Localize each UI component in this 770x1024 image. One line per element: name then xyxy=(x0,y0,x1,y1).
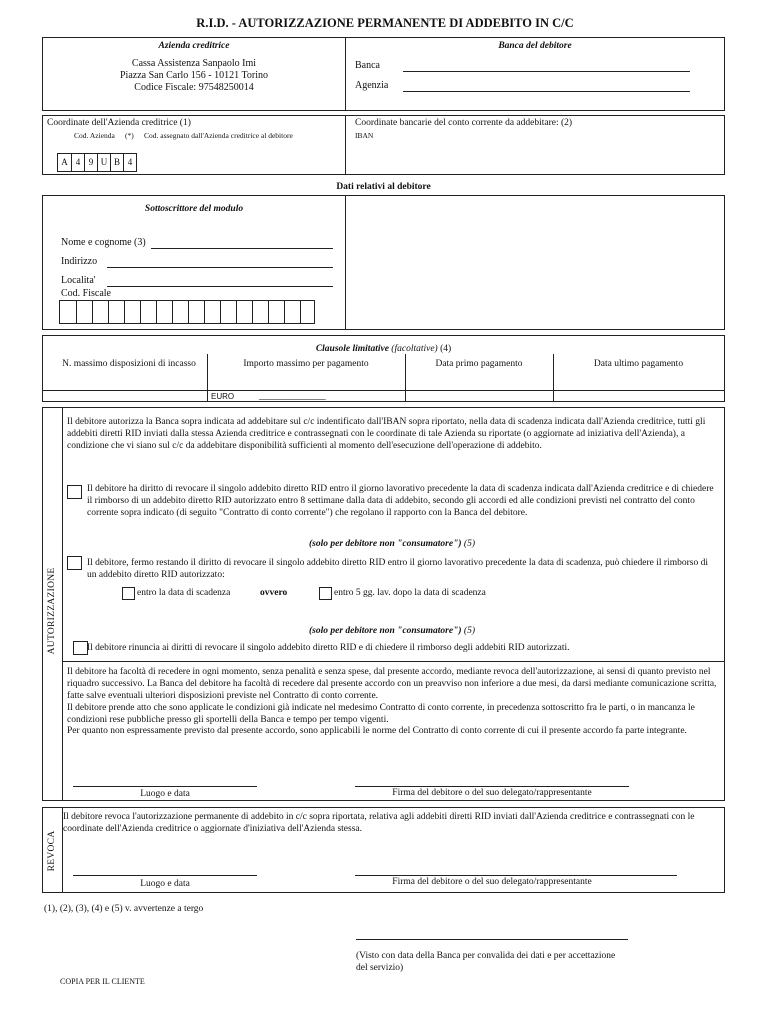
code-cell: A xyxy=(57,154,71,171)
clauses-optional: (facoltative) xyxy=(391,344,438,354)
option2b-text: entro 5 gg. lav. dopo la data di scadenza xyxy=(334,588,486,598)
address-field[interactable] xyxy=(107,267,333,268)
closing-paragraph: Il debitore prende atto che sono applicate le condizioni già indicate nel medesimo Contratto di conto corrente, in precedenza sottoscritto fra le parti, o in mancanza le condizioni rese pubbliche presso gli sportelli della Banca e tempo per tempo vigenti. xyxy=(67,702,695,725)
option2-text: Il debitore, fermo restando il diritto di revocare il singolo addebito diretto RID entro il giorno lavorativo precedente la data di scadenza, può chiedere il rimborso di un addebito diretto RID autorizzato: xyxy=(87,558,708,580)
revocation-place-date-label: Luogo e data xyxy=(140,879,190,889)
clauses-title: Clausole limitative xyxy=(315,344,389,354)
name-field[interactable] xyxy=(151,248,333,249)
or-text: ovvero xyxy=(260,588,288,598)
creditor-code-cells xyxy=(57,153,137,172)
tax-code-cells[interactable] xyxy=(59,300,315,324)
debtor-section-title: Dati relativi al debitore xyxy=(336,182,431,192)
option2a-checkbox[interactable] xyxy=(122,587,135,600)
iban-field[interactable] xyxy=(355,144,715,168)
creditor-name: Cassa Assistenza Sanpaolo Imi xyxy=(131,58,257,69)
signature-field[interactable] xyxy=(355,786,629,787)
debtor-bank-heading: Banca del debitore xyxy=(498,41,572,51)
creditor-tax-code: Codice Fiscale: 97548250014 xyxy=(134,82,254,93)
authorization-side-label: AUTORIZZAZIONE xyxy=(47,567,58,655)
creditor-coords-label: Coordinate dell'Azienda creditrice (1) xyxy=(47,118,191,128)
option1-text: Il debitore ha diritto di revocare il singolo addebito diretto RID entro il giorno lavorativo precedente la data di scadenza indicata dall'Azienda creditrice e di chiedere il rimborso di un addebito diretto RID autorizzato entro 8 settimane dalla data di addebito, secondo gli accordi ed alle condizioni previsti nel contratto del conto corrente sopra indicato (di seguito "Contratto di conto corrente") che regolano il rapporto con la Banca del debitore. xyxy=(87,484,714,518)
closing-paragraph: Il debitore ha facoltà di recedere in ogni momento, senza penalità e senza spese, dal presente accordo, mediante revoca dell'autorizzazione, ai sensi di quanto previsto nel riquadro successivo. La Banca del debitore ha facoltà di recedere dal presente accordo con un preavviso non inferiore a due mesi, da darsi mediante comunicazione scritta, fatte salve eventuali ulteriori disposizioni previste nel Contratto di conto corrente. xyxy=(67,667,717,701)
non-consumer-heading-1: (solo per debitore non "consumatore") (5) xyxy=(309,539,475,549)
place-date-label: Luogo e data xyxy=(140,789,190,799)
iban-label: IBAN xyxy=(355,131,374,140)
clauses-box xyxy=(42,335,725,402)
bank-stamp-label: (Visto con data della Banca per convalida dei dati e per accettazione del servizio) xyxy=(356,951,616,973)
address-label: Indirizzo xyxy=(61,256,98,267)
clauses-col-last-date: Data ultimo pagamento xyxy=(593,359,684,369)
city-field[interactable] xyxy=(107,286,333,287)
bank-coords-label: Coordinate bancarie del conto corrente da addebitare: (2) xyxy=(355,118,573,128)
option2b-checkbox[interactable] xyxy=(319,587,332,600)
clauses-col-first-date: Data primo pagamento xyxy=(435,359,523,369)
cod-assegnato-label: Cod. assegnato dall'Azienda creditrice al debitore xyxy=(144,131,293,140)
non-consumer-heading-2: (solo per debitore non "consumatore") (5) xyxy=(309,626,475,636)
clauses-col-max-amount: Importo massimo per pagamento xyxy=(243,359,369,369)
currency-label: EURO xyxy=(211,392,235,401)
authorization-closing xyxy=(67,667,717,738)
option3-checkbox[interactable] xyxy=(73,641,88,655)
closing-paragraph: Per quanto non espressamente previsto dal presente accordo, sono applicabili le norme del Contratto di conto corrente di cui il presente accordo fa parte integrante. xyxy=(67,726,687,737)
branch-field[interactable] xyxy=(403,91,690,92)
name-label: Nome e cognome (3) xyxy=(61,237,146,248)
amount-field[interactable]: _______________ xyxy=(259,391,326,400)
bank-field[interactable] xyxy=(403,71,690,72)
place-date-field[interactable] xyxy=(73,786,257,787)
option2a-text: entro la data di scadenza xyxy=(137,588,231,598)
code-cell: B xyxy=(110,154,123,171)
creditor-bank-box xyxy=(42,37,725,111)
revocation-text: Il debitore revoca l'autorizzazione permanente di addebito in c/c sopra riportata, relativa agli addebiti diretti RID inviati dall'Azienda creditrice e contrassegnati con le coordinate dell'Azienda creditrice o aggiornate d'iniziativa dell'Azienda stessa. xyxy=(63,812,695,834)
code-cell: 9 xyxy=(84,154,97,171)
revocation-signature-field[interactable] xyxy=(355,875,677,876)
authorization-intro: Il debitore autorizza la Banca sopra indicata ad addebitare sul c/c indentificato dall'IBAN sopra riportato, nella data di scadenza indicata dall'Azienda creditrice, tutti gli addebiti diretti RID inviati dalla stessa Azienda creditrice e contrassegnati con le coordinate di tale Azienda su riportate (o aggiornate ad iniziativa dell'Azienda), a condizione che vi siano sul c/c da addebitare disponibilità sufficienti al momento dell'esecuzione dell'operazione di addebito. xyxy=(67,417,706,451)
clauses-title-row xyxy=(43,344,724,356)
city-label: Localita' xyxy=(61,275,96,286)
footnotes-reference: (1), (2), (3), (4) e (5) v. avvertenze a tergo xyxy=(44,904,204,914)
code-cell: 4 xyxy=(71,154,84,171)
tax-label: Cod. Fiscale xyxy=(61,288,111,299)
revocation-signature-label: Firma del debitore o del suo delegato/rappresentante xyxy=(392,877,592,887)
revocation-side-label: REVOCA xyxy=(47,830,58,872)
asterisk-note: (*) xyxy=(125,131,134,140)
option1-checkbox[interactable] xyxy=(67,485,82,499)
code-cell: U xyxy=(97,154,110,171)
creditor-address: Piazza San Carlo 156 - 10121 Torino xyxy=(120,70,268,81)
code-cell: 4 xyxy=(123,154,137,171)
debtor-box xyxy=(42,195,725,330)
subscriber-heading: Sottoscrittore del modulo xyxy=(144,204,244,214)
revocation-box xyxy=(42,807,725,893)
creditor-heading: Azienda creditrice xyxy=(158,41,230,51)
coordinates-box xyxy=(42,115,725,175)
clauses-note: (4) xyxy=(440,344,452,354)
bank-label: Banca xyxy=(355,60,380,71)
signature-label: Firma del debitore o del suo delegato/rappresentante xyxy=(392,788,592,798)
copy-label: COPIA PER IL CLIENTE xyxy=(60,977,145,986)
revocation-place-date-field[interactable] xyxy=(73,875,257,876)
branch-label: Agenzia xyxy=(355,80,389,91)
option2-checkbox[interactable] xyxy=(67,556,82,570)
clauses-col-max-count: N. massimo disposizioni di incasso xyxy=(62,359,196,369)
cod-azienda-label: Cod. Azienda xyxy=(74,131,115,140)
page-title: R.I.D. - AUTORIZZAZIONE PERMANENTE DI ADDEBITO IN C/C xyxy=(196,16,574,30)
option3-text: Il debitore rinuncia ai diritti di revocare il singolo addebito diretto RID e di chiedere il rimborso degli addebiti RID autorizzati. xyxy=(87,643,570,653)
bank-stamp-field[interactable] xyxy=(356,939,628,940)
authorization-box xyxy=(42,407,725,801)
